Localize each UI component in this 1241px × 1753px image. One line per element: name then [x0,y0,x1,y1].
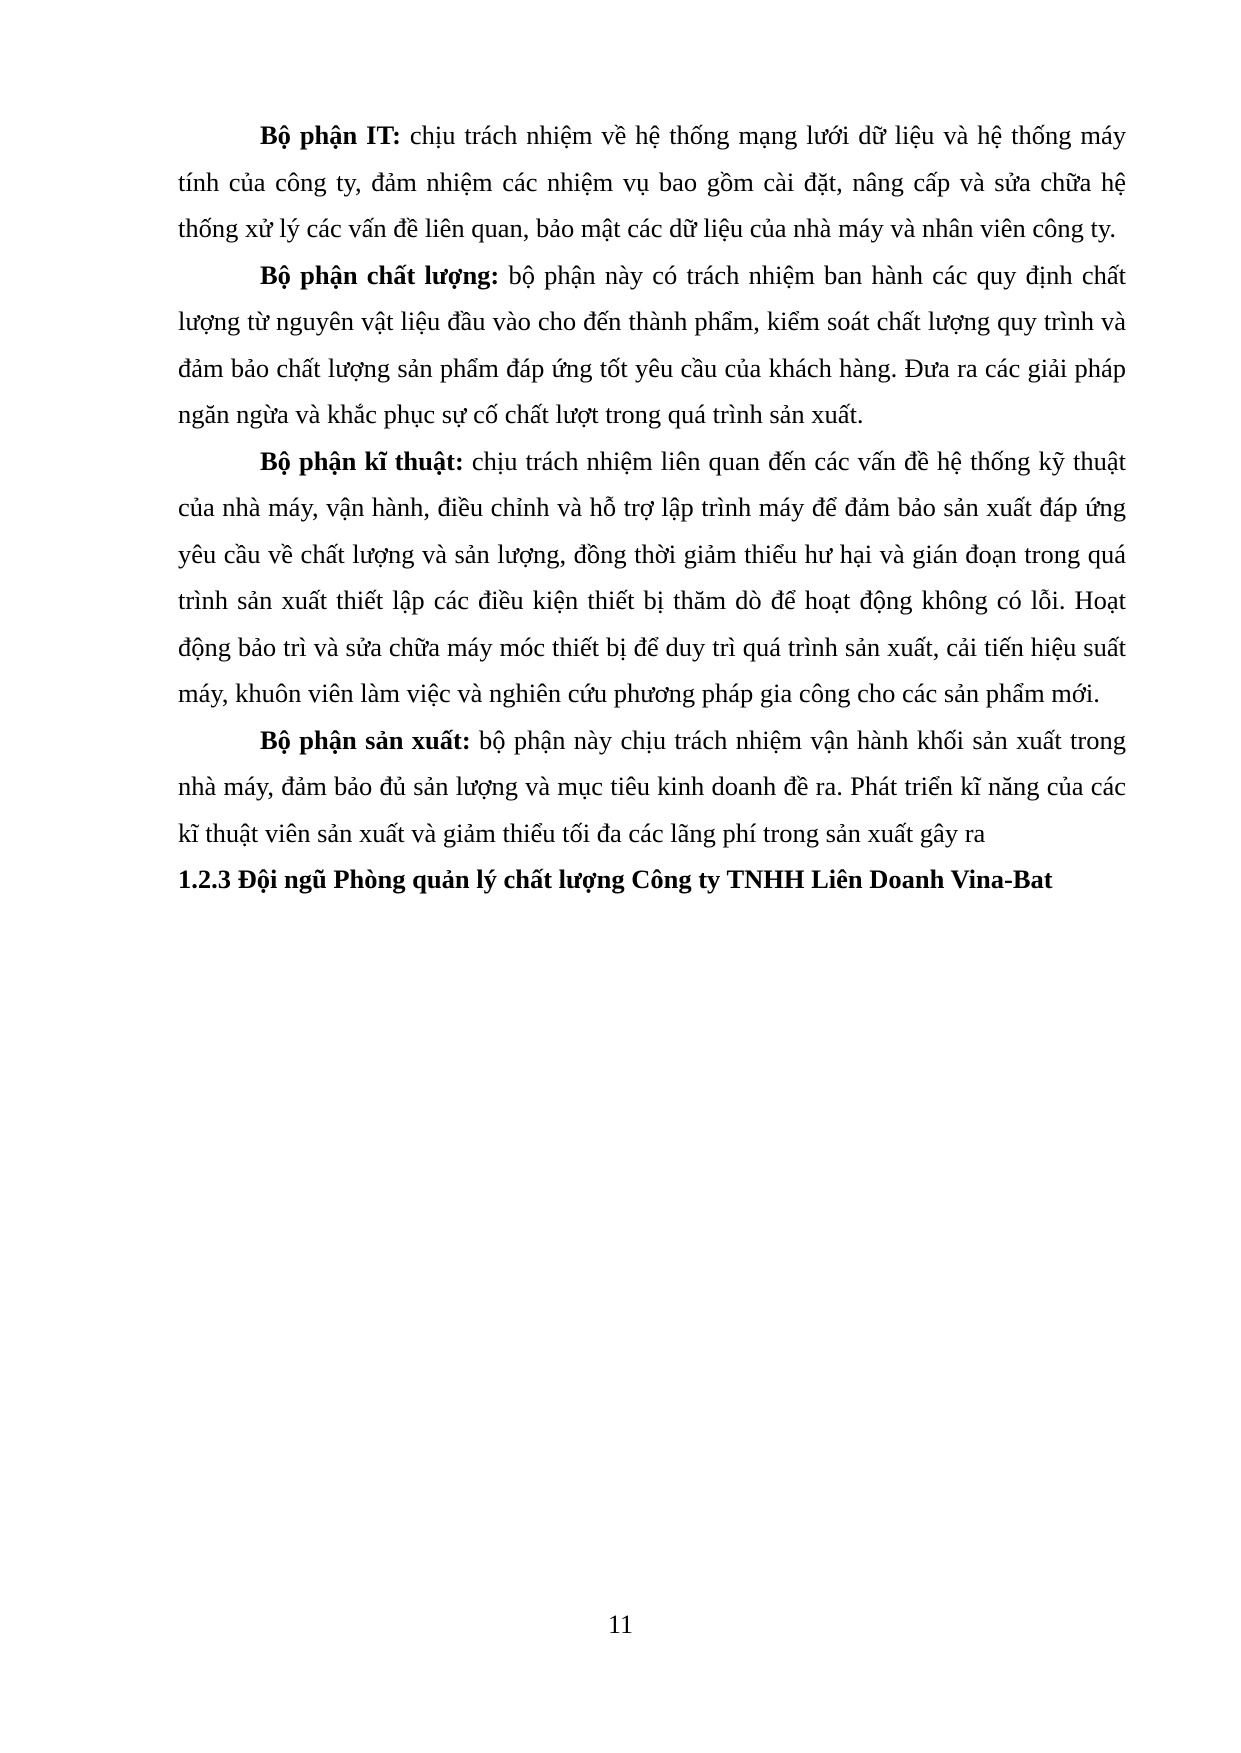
text-quality-department: bộ phận này có trách nhiệm ban hành các quy định chất lượng từ nguyên vật liệu đầu vào cho đến thành phẩm, kiểm soát chất lượng quy trình và đảm bảo chất lượng sản phẩm đáp ứng tốt yêu cầu của khách hàng. Đưa ra các giải pháp ngăn ngừa và khắc phục sự cố chất lượt trong quá trình sản xuất. [178,259,1126,429]
term-production-department: Bộ phận sản xuất: [260,724,471,755]
paragraph-it-department [178,112,1126,252]
term-it-department: Bộ phận IT: [260,120,402,150]
text-production-department: bộ phận này chịu trách nhiệm vận hành khối sản xuất trong nhà máy, đảm bảo đủ sản lượng và mục tiêu kinh doanh đề ra. Phát triển kĩ năng của các kĩ thuật viên sản xuất và giảm thiểu tối đa các lãng phí trong sản xuất gây ra [178,724,1126,848]
paragraph-technical-department [178,438,1126,717]
page-number: 11 [607,1610,634,1639]
paragraph-quality-department [178,252,1126,438]
text-it-department: chịu trách nhiệm về hệ thống mạng lưới dữ liệu và hệ thống máy tính của công ty, đảm nhiệm các nhiệm vụ bao gồm cài đặt, nâng cấp và sửa chữa hệ thống xử lý các vấn đề liên quan, bảo mật các dữ liệu của nhà máy và nhân viên công ty. [178,120,1126,243]
term-quality-department: Bộ phận chất lượng: [260,259,500,290]
section-heading: 1.2.3 Đội ngũ Phòng quản lý chất lượng Công ty TNHH Liên Doanh Vina-Bat [178,864,1053,894]
page-content [178,112,1126,903]
paragraph-production-department [178,717,1126,857]
term-technical-department: Bộ phận kĩ thuật: [260,445,464,476]
text-technical-department: chịu trách nhiệm liên quan đến các vấn đề hệ thống kỹ thuật của nhà máy, vận hành, điều chỉnh và hỗ trợ lập trình máy để đảm bảo sản xuất đáp ứng yêu cầu về chất lượng và sản lượng, đồng thời giảm thiểu hư hại và gián đoạn trong quá trình sản xuất thiết lập các điều kiện thiết bị thăm dò để hoạt động không có lỗi. Hoạt động bảo trì và sửa chữa máy móc thiết bị để duy trì quá trình sản xuất, cải tiến hiệu suất máy, khuôn viên làm việc và nghiên cứu phương pháp gia công cho các sản phẩm mới. [178,445,1126,708]
